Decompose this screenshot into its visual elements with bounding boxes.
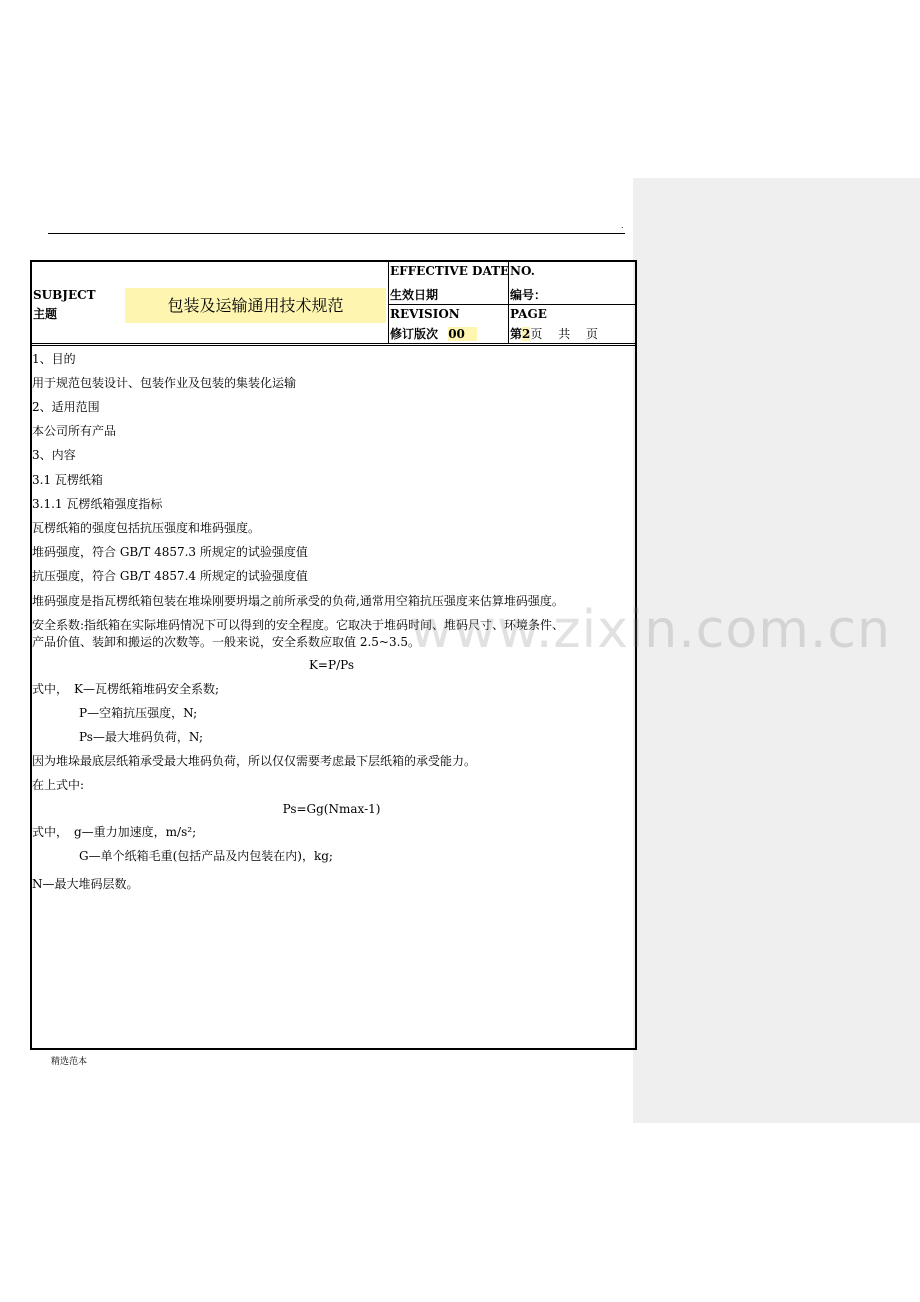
body-line: 3、内容	[32, 448, 76, 462]
side-panel	[633, 178, 920, 1123]
body-line: P—空箱抗压强度，N;	[79, 706, 198, 720]
page-prefix: 第	[510, 327, 523, 341]
number-label-en: NO.	[510, 264, 535, 278]
body-line: 1、目的	[32, 352, 76, 366]
body-line: 在上式中:	[32, 778, 85, 792]
formula: K=P/Ps	[308, 658, 355, 672]
body-line: 抗压强度，符合 GB/T 4857.4 所规定的试验强度值	[32, 569, 308, 583]
body-line: 堆码强度是指瓦楞纸箱包装在堆垛刚要坍塌之前所承受的负荷,通常用空箱抗压强度来估算堆码强度。	[32, 594, 564, 608]
body-line: 3.1 瓦楞纸箱	[32, 473, 103, 487]
page-number: 2	[522, 327, 531, 341]
effective-date-label-en: EFFECTIVE DATE	[390, 264, 510, 278]
page-suffix: 页 共 页	[530, 327, 599, 341]
body-line: 堆码强度，符合 GB/T 4857.3 所规定的试验强度值	[32, 545, 308, 559]
revision-label-cn: 修订版次	[390, 327, 439, 341]
top-rule	[48, 233, 625, 234]
body-line: 2、适用范围	[32, 400, 100, 414]
subject-label-en: SUBJECT	[33, 288, 96, 302]
formula: Ps=Gg(Nmax-1)	[282, 802, 381, 816]
body-line: 本公司所有产品	[32, 424, 117, 438]
revision-row	[390, 327, 477, 341]
top-dot: .	[621, 221, 624, 230]
body-line: N—最大堆码层数。	[32, 877, 139, 891]
body-line: 安全系数:指纸箱在实际堆码情况下可以得到的安全程度。它取决于堆码时间、堆码尺寸、环境条件、	[32, 618, 565, 632]
body-line: 用于规范包装设计、包装作业及包装的集装化运输	[32, 376, 297, 390]
subject-label-cn: 主题	[33, 307, 58, 321]
body-line: G—单个纸箱毛重(包括产品及内包装在内)，kg;	[79, 849, 333, 863]
header-table	[32, 262, 635, 346]
body-line: 3.1.1 瓦楞纸箱强度指标	[32, 497, 163, 511]
body-line: 产品价值、装卸和搬运的次数等。一般来说，安全系数应取值 2.5~3.5。	[32, 635, 421, 649]
page-row	[510, 327, 598, 341]
watermark: www.zixin.com.cn	[410, 600, 891, 660]
document-title: 包装及运输通用技术规范	[167, 296, 344, 315]
revision-label-en: REVISION	[390, 307, 460, 321]
effective-date-label-cn: 生效日期	[390, 288, 439, 302]
body-line: 式中， g—重力加速度，m/s²;	[32, 825, 197, 839]
header-divider	[388, 304, 635, 305]
header-divider	[388, 262, 389, 343]
title-highlight	[125, 288, 386, 323]
body-line: 瓦楞纸箱的强度包括抗压强度和堆码强度。	[32, 521, 261, 535]
revision-value: 00	[448, 327, 477, 341]
footer-note: 精选范本	[51, 1057, 88, 1067]
body-line: Ps—最大堆码负荷，N;	[79, 730, 204, 744]
number-label-cn: 编号：	[510, 288, 547, 302]
page-label-en: PAGE	[510, 307, 547, 321]
body-line: 式中， K—瓦楞纸箱堆码安全系数;	[32, 682, 220, 696]
body-line: 因为堆垛最底层纸箱承受最大堆码负荷，所以仅仅需要考虑最下层纸箱的承受能力。	[32, 754, 477, 768]
